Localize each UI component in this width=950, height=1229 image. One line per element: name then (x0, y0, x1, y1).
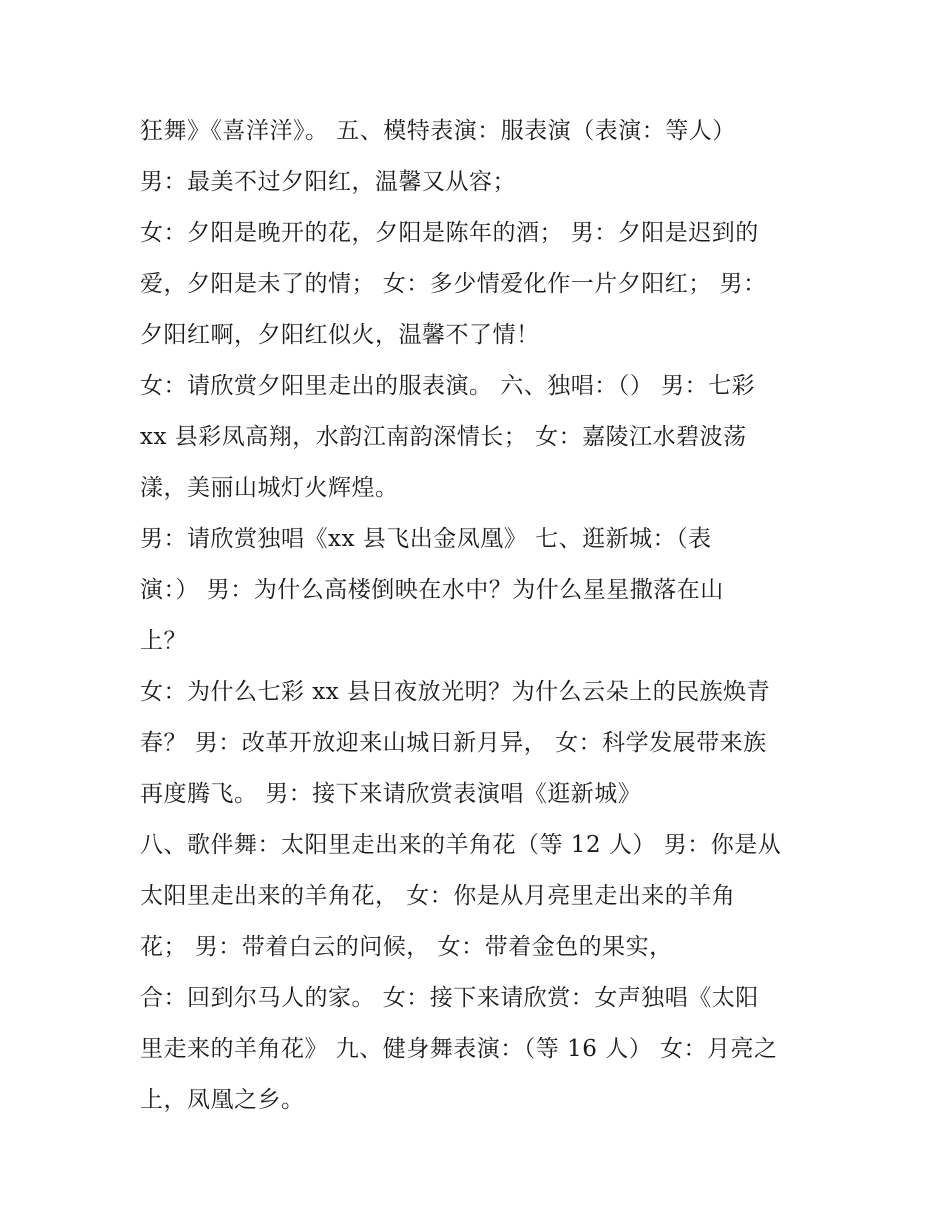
text-line: 再度腾飞。 男：接下来请欣赏表演唱《逛新城》 (140, 781, 642, 807)
text-line: 花； 男：带着白云的问候， 女：带着金色的果实， (140, 934, 673, 960)
text-line: 演：） 男：为什么高楼倒映在水中？为什么星星撒落在山 (140, 577, 724, 603)
text-line: 上？ (140, 628, 187, 654)
text-line: 里走来的羊角花》 九、健身舞表演：（等 16 人） 女：月亮之 (140, 1036, 778, 1062)
text-line: 春？ 男：改革开放迎来山城日新月异， 女：科学发展带来族 (140, 730, 767, 756)
text-line: xx 县彩凤高翔，水韵江南韵深情长； 女：嘉陵江水碧波荡 (140, 424, 747, 450)
text-line: 女：为什么七彩 xx 县日夜放光明？为什么云朵上的民族焕青 (140, 679, 771, 705)
text-line: 男：最美不过夕阳红，温馨又从容； (140, 169, 516, 195)
text-line: 女：请欣赏夕阳里走出的服表演。 六、独唱：（） 男：七彩 (140, 373, 756, 399)
text-line: 狂舞》《喜洋洋》。 五、模特表演：服表演（表演：等人） (140, 118, 736, 144)
text-line: 太阳里走出来的羊角花， 女：你是从月亮里走出来的羊角 (140, 883, 736, 909)
text-line: 合：回到尔马人的家。 女：接下来请欣赏：女声独唱《太阳 (140, 985, 759, 1011)
text-line: 漾，美丽山城灯火辉煌。 (140, 475, 399, 501)
text-line: 女：夕阳是晚开的花，夕阳是陈年的酒； 男：夕阳是迟到的 (140, 220, 759, 246)
text-line: 爱，夕阳是未了的情； 女：多少情爱化作一片夕阳红； 男： (140, 271, 767, 297)
body-text (140, 106, 820, 1126)
text-line: 男：请欣赏独唱《xx 县飞出金凤凰》 七、逛新城：（表 (140, 526, 712, 552)
text-line: 夕阳红啊，夕阳红似火，温馨不了情！ (140, 322, 540, 348)
text-line: 八、歌伴舞：太阳里走出来的羊角花（等 12 人） 男：你是从 (140, 832, 782, 858)
text-line: 上，凤凰之乡。 (140, 1087, 305, 1113)
